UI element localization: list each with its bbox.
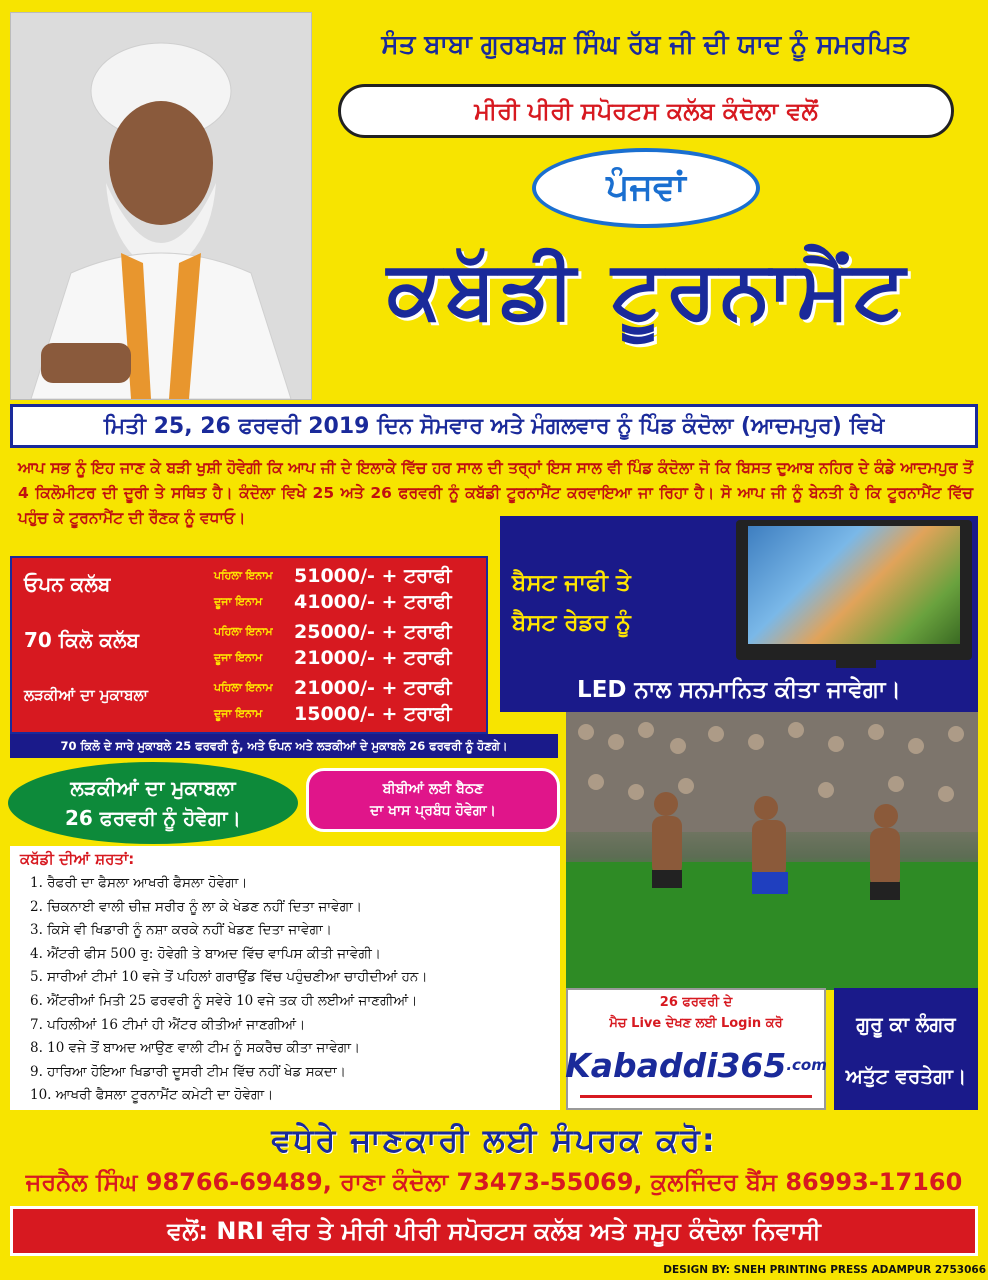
rule-item: 9. ਹਾਰਿਆ ਹੋਇਆ ਖਿਡਾਰੀ ਦੂਸਰੀ ਟੀਮ ਵਿੱਚ ਨਹੀਂ ਖੇਡ ਸਕਦਾ।: [30, 1063, 346, 1080]
rule-item: 4. ਐਂਟਰੀ ਫੀਸ 500 ਰੁ: ਹੋਵੇਗੀ ਤੇ ਬਾਅਦ ਵਿੱਚ ਵਾਪਿਸ ਕੀਤੀ ਜਾਵੇਗੀ।: [30, 945, 381, 962]
rule-item: 8. 10 ਵਜੇ ਤੋਂ ਬਾਅਦ ਆਉਣ ਵਾਲੀ ਟੀਮ ਨੂੰ ਸਕਰੈਚ ਕੀਤਾ ਜਾਵੇਗਾ।: [30, 1040, 361, 1057]
dedication-line: ਸੰਤ ਬਾਬਾ ਗੁਰਬਖਸ਼ ਸਿੰਘ ਰੱਬ ਜੀ ਦੀ ਯਾਦ ਨੂੰ ਸਮਰਪਿਤ: [381, 29, 909, 60]
women-seating-line-2: ਦਾ ਖਾਸ ਪ੍ਰਬੰਧ ਹੋਵੇਗਾ।: [370, 803, 496, 819]
rules-title: ਕਬੱਡੀ ਦੀਆਂ ਸ਼ਰਤਾਂ:: [20, 850, 135, 868]
prize-label: ਪਹਿਲਾ ਇਨਾਮ: [214, 569, 273, 582]
kabaddi365-tagline: [570, 1090, 822, 1104]
prize-row: [214, 590, 486, 614]
date-venue-bar: ਮਿਤੀ 25, 26 ਫਰਵਰੀ 2019 ਦਿਨ ਸੋਮਵਾਰ ਅਤੇ ਮੰਗਲਵਾਰ ਨੂੰ ਪਿੰਡ ਕੰਦੋਲਾ (ਆਦਮਪੁਰ) ਵਿਖੇ: [10, 404, 978, 448]
kabaddi-match-photo: [566, 712, 978, 990]
prize-table: [10, 556, 488, 734]
category-open-club: ਓਪਨ ਕਲੱਬ: [24, 572, 111, 596]
intro-paragraph: ਆਪ ਸਭ ਨੂੰ ਇਹ ਜਾਣ ਕੇ ਬੜੀ ਖੁਸ਼ੀ ਹੋਵੇਗੀ ਕਿ ਆਪ ਜੀ ਦੇ ਇਲਾਕੇ ਵਿੱਚ ਹਰ ਸਾਲ ਦੀ ਤਰ੍ਹਾਂ ਇਸ ਸਾਲ ਵੀ ਪਿੰਡ ਕੰਦੋਲਾ ਜੋ ਕਿ ਬਿਸਤ ਦੁਆਬ ਨਹਿਰ ਦੇ ਕੰਡੇ ਆਦਮਪੁਰ ਤੋਂ 4 ਕਿਲੋਮੀਟਰ ਦੀ ਦੂਰੀ ਤੇ ਸਥਿਤ ਹੈ। ਕੰਦੋਲਾ ਵਿਖੇ 25 ਅਤੇ 26 ਫਰਵਰੀ ਨੂੰ ਕਬੱਡੀ ਟੂਰਨਾਮੈਂਟ ਕਰਵਾਇਆ ਜਾ ਰਿਹਾ ਹੈ। ਸੋ ਆਪ ਜੀ ਨੂੰ ਬੇਨਤੀ ਹੈ ਕਿ ਟੂਰਨਾਮੈਂਟ ਵਿੱਚ ਪਹੁੰਚ ਕੇ ਟੂਰਨਾਮੈਂਟ ਦੀ ਰੌਣਕ ਨੂੰ ਵਧਾਓ।: [18, 459, 973, 527]
main-title: ਕਬੱਡੀ ਟੂਰਨਾਮੈਂਟ: [386, 243, 910, 336]
prize-amount: 41000/- + ਟਰਾਫੀ: [294, 591, 452, 613]
prize-label: ਪਹਿਲਾ ਇਨਾਮ: [214, 625, 273, 638]
designer-credit: DESIGN BY: SNEH PRINTING PRESS ADAMPUR 2753066: [663, 1264, 986, 1276]
prize-row: [214, 676, 486, 700]
led-award-line-3: LED ਨਾਲ ਸਨਮਾਨਿਤ ਕੀਤਾ ਜਾਵੇਗਾ।: [577, 677, 901, 703]
prize-amount: 25000/- + ਟਰਾਫੀ: [294, 621, 452, 643]
prize-amount: 15000/- + ਟਰਾਫੀ: [294, 703, 452, 725]
footer-organizers-bar: ਵਲੋਂ: NRI ਵੀਰ ਤੇ ਮੀਰੀ ਪੀਰੀ ਸਪੋਰਟਸ ਕਲੱਬ ਅਤੇ ਸਮੂਹ ਕੰਦੋਲਾ ਨਿਵਾਸੀ: [10, 1206, 978, 1256]
langar-line-2: ਅਤੁੱਟ ਵਰਤੇਗਾ।: [845, 1064, 967, 1088]
contact-heading: ਵਧੇਰੇ ਜਾਣਕਾਰੀ ਲਈ ਸੰਪਰਕ ਕਰੋ:: [271, 1120, 717, 1159]
kabaddi365-suffix: .com: [786, 1056, 827, 1074]
girls-match-line-2: 26 ਫਰਵਰੀ ਨੂੰ ਹੋਵੇਗਾ।: [64, 806, 242, 830]
edition-badge: ਪੰਜਵਾਂ: [532, 148, 760, 228]
rule-item: 7. ਪਹਿਲੀਆਂ 16 ਟੀਮਾਂ ਹੀ ਐਂਟਰ ਕੀਤੀਆਂ ਜਾਣਗੀਆਂ।: [30, 1016, 306, 1033]
prize-label: ਦੂਜਾ ਇਨਾਮ: [214, 707, 263, 720]
contact-numbers: ਜਰਨੈਲ ਸਿੰਘ 98766-69489, ਰਾਣਾ ਕੰਦੋਲਾ 73473-55069, ਕੁਲਜਿੰਦਰ ਬੈਂਸ 86993-17160: [25, 1168, 963, 1196]
rule-item: 2. ਚਿਕਨਾਈ ਵਾਲੀ ਚੀਜ਼ ਸਰੀਰ ਨੂੰ ਲਾ ਕੇ ਖੇਡਣ ਨਹੀਂ ਦਿਤਾ ਜਾਵੇਗਾ।: [30, 898, 362, 915]
prize-row: [214, 564, 486, 588]
rule-item: 3. ਕਿਸੇ ਵੀ ਖਿਡਾਰੀ ਨੂੰ ਨਸ਼ਾ ਕਰਕੇ ਨਹੀਂ ਖੇਡਣ ਦਿਤਾ ਜਾਵੇਗਾ।: [30, 922, 332, 939]
live-date-line: 26 ਫਰਵਰੀ ਦੇ: [659, 994, 733, 1010]
rule-item: 1. ਰੈਫਰੀ ਦਾ ਫੈਸਲਾ ਆਖਰੀ ਫੈਸਲਾ ਹੋਵੇਗਾ।: [30, 875, 248, 891]
kabaddi-players-illustration: [566, 712, 978, 990]
prize-row: [214, 620, 486, 644]
prize-amount: 51000/- + ਟਰਾਫੀ: [294, 565, 452, 587]
prize-amount: 21000/- + ਟਰਾਫੀ: [294, 647, 452, 669]
langar-line-1: ਗੁਰੂ ਕਾ ਲੰਗਰ: [856, 1012, 956, 1036]
led-award-line-1: ਬੈਸਟ ਜਾਫੀ ਤੇ: [512, 570, 631, 596]
schedule-note: 70 ਕਿਲੋ ਦੇ ਸਾਰੇ ਮੁਕਾਬਲੇ 25 ਫਰਵਰੀ ਨੂੰ, ਅਤੇ ਓਪਨ ਅਤੇ ਲੜਕੀਆਂ ਦੇ ਮੁਕਾਬਲੇ 26 ਫਰਵਰੀ ਨੂੰ ਹੋਣਗੇ।: [10, 734, 558, 758]
tv-screen-image: [748, 526, 960, 644]
rule-item: 10. ਆਖਰੀ ਫੈਸਲਾ ਟੂਰਨਾਮੈਂਟ ਕਮੇਟੀ ਦਾ ਹੋਵੇਗਾ।: [30, 1087, 274, 1104]
prize-row: [214, 702, 486, 726]
kabaddi365-logo[interactable]: [565, 1040, 827, 1090]
girls-match-line-1: ਲੜਕੀਆਂ ਦਾ ਮੁਕਾਬਲਾ: [70, 776, 236, 800]
prize-label: ਦੂਜਾ ਇਨਾਮ: [214, 595, 263, 608]
rules-section: [10, 846, 560, 1110]
women-seating-badge: [306, 768, 560, 832]
live-login-line: ਮੈਚ Live ਦੇਖਣ ਲਈ Login ਕਰੋ: [609, 1015, 783, 1031]
women-seating-line-1: ਬੀਬੀਆਂ ਲਈ ਬੈਠਣ: [382, 781, 484, 797]
prize-amount: 21000/- + ਟਰਾਫੀ: [294, 677, 452, 699]
rule-item: 6. ਐਂਟਰੀਆਂ ਮਿਤੀ 25 ਫਰਵਰੀ ਨੂੰ ਸਵੇਰੇ 10 ਵਜੇ ਤਕ ਹੀ ਲਈਆਂ ਜਾਣਗੀਆਂ।: [30, 992, 418, 1009]
girls-match-oval: [8, 762, 298, 844]
organizer-club-pill: ਮੀਰੀ ਪੀਰੀ ਸਪੋਰਟਸ ਕਲੱਬ ਕੰਦੋਲਾ ਵਲੋਂ: [338, 84, 954, 138]
prize-row: [214, 646, 486, 670]
led-award-line-2: ਬੈਸਟ ਰੇਡਰ ਨੂੰ: [512, 610, 631, 636]
rule-item: 5. ਸਾਰੀਆਂ ਟੀਮਾਂ 10 ਵਜੇ ਤੋਂ ਪਹਿਲਾਂ ਗਰਾਉਂਡ ਵਿੱਚ ਪਹੁੰਚਣੀਆ ਚਾਹੀਦੀਆਂ ਹਨ।: [30, 969, 428, 986]
kabaddi365-brand: Kabaddi365: [565, 1045, 787, 1085]
prize-label: ਦੂਜਾ ਇਨਾਮ: [214, 651, 263, 664]
category-girls-match: ਲੜਕੀਆਂ ਦਾ ਮੁਕਾਬਲਾ: [24, 686, 148, 704]
category-70kg-club: 70 ਕਿਲੋ ਕਲੱਬ: [24, 628, 139, 652]
portrait-photo: [10, 12, 312, 400]
prize-label: ਪਹਿਲਾ ਇਨਾਮ: [214, 681, 273, 694]
tv-stand: [836, 660, 876, 668]
portrait-illustration: [11, 13, 311, 399]
